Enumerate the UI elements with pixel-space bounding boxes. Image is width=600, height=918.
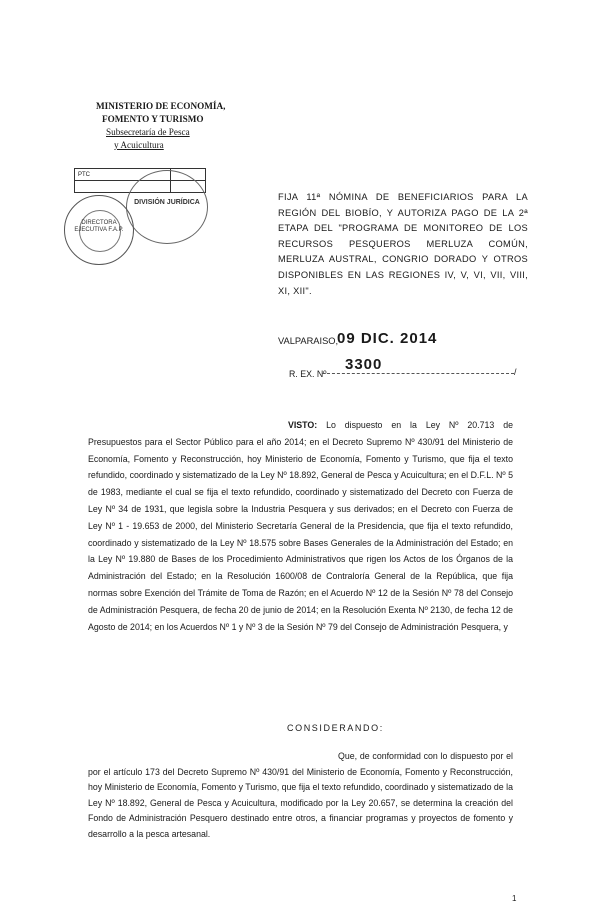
- rex-dashed-line: [322, 373, 514, 374]
- considerando-paragraph-1: Que, de conformidad con lo dispuesto por el por el artículo 173 del Decreto Supremo Nº 430/91 del Ministerio de Economía, Fomento y Reconstrucción, hoy Ministerio de Economía, Fomento y Turismo, que fija el texto refundido, coordinado y sistematizado de la Ley Nº 18.892, General de Pesca y Acuicultura, modificado por la Ley 20.657, se determina la creación del Fondo de Administración Pesquero destinado entre otros, a financiar programas y proyectos de fomento y desarrollo a la pesca artesanal.: [88, 751, 513, 839]
- visto-paragraph: [88, 417, 513, 635]
- juridica-seal-text: DIVISIÓN JURÍDICA: [134, 199, 200, 206]
- directora-seal-text: DIRECTORA EJECUTIVA F.A.P.: [74, 220, 124, 233]
- ministry-header: [96, 100, 225, 152]
- rex-label: R. EX. Nº: [289, 369, 327, 379]
- juridica-seal-stamp: [126, 170, 208, 244]
- resolution-title: FIJA 11ª NÓMINA DE BENEFICIARIOS PARA LA REGIÓN DEL BIOBÍO, Y AUTORIZA PAGO DE LA 2ª ETAPA DEL "PROGRAMA DE MONITOREO DE LOS RECURSOS PESQUEROS MERLUZA COMÚN, MERLUZA AUSTRAL, CONGRIO DORADO Y OTROS DISPONIBLES EN LAS REGIONES IV, V, VI, VII, VIII, XI, XII".: [278, 192, 528, 296]
- subsecretaria-line1: Subsecretaría de Pesca: [106, 127, 190, 137]
- stamp-cell-ptc: PTC: [75, 169, 171, 181]
- page-number: 1: [512, 894, 517, 903]
- ministry-name-line2: FOMENTO Y TURISMO: [102, 114, 204, 124]
- visto-label: VISTO:: [288, 420, 318, 430]
- handwritten-date: 09 DIC. 2014: [337, 330, 438, 347]
- subsecretaria-line2: y Acuicultura: [114, 140, 164, 150]
- directora-seal-stamp: [64, 195, 134, 265]
- rex-suffix: /: [514, 367, 517, 377]
- visto-body: Lo dispuesto en la Ley Nº 20.713 de Presupuestos para el Sector Público para el año 2014; en el Decreto Supremo Nº 430/91 del Ministerio de Economía, Fomento y Reconstrucción, hoy Ministerio de Economía, Fomento y Turismo, que fija el texto refundido, coordinado y sistematizado de la Ley Nº 18.892, General de Pesca y Acuicultura; en el D.F.L. Nº 5 de 1983, mediante el cual se fija el texto refundido, coordinado y sistematizado del Decreto con Fuerza de Ley Nº 34 de 1931, que legisla sobre la Industria Pesquera y sus derivados; en el Decreto con Fuerza de Ley Nº 1 - 19.653 de 2000, del Ministerio Secretaría General de la Presidencia, que fija el texto refundido, coordinado y sistematizado de la Ley Nº 18.575 sobre Bases Generales de la Administración del Estado; en la Ley Nº 19.880 de Bases de los Procedimiento Administrativos que rigen los Actos de los Órganos de la Administración del Estado; en la Resolución 1600/08 de Contraloría General de la República, que fija normas sobre Exención del Trámite de Toma de Razón; en el Acuerdo Nº 12 de la Sesión Nº 78 del Consejo de Administración Pesquera, de fecha 20 de junio de 2014; en la Resolución Exenta Nº 2130, de fecha 12 de Agosto de 2014; en los Acuerdos Nº 1 y Nº 3 de la Sesión Nº 79 del Consejo de Administración Pesquera, y: [88, 420, 513, 632]
- considerando-heading: CONSIDERANDO:: [287, 723, 384, 733]
- place-label: VALPARAISO,: [278, 336, 339, 346]
- ministry-name-line1: MINISTERIO DE ECONOMÍA,: [96, 101, 226, 111]
- rex-number: 3300: [345, 356, 383, 373]
